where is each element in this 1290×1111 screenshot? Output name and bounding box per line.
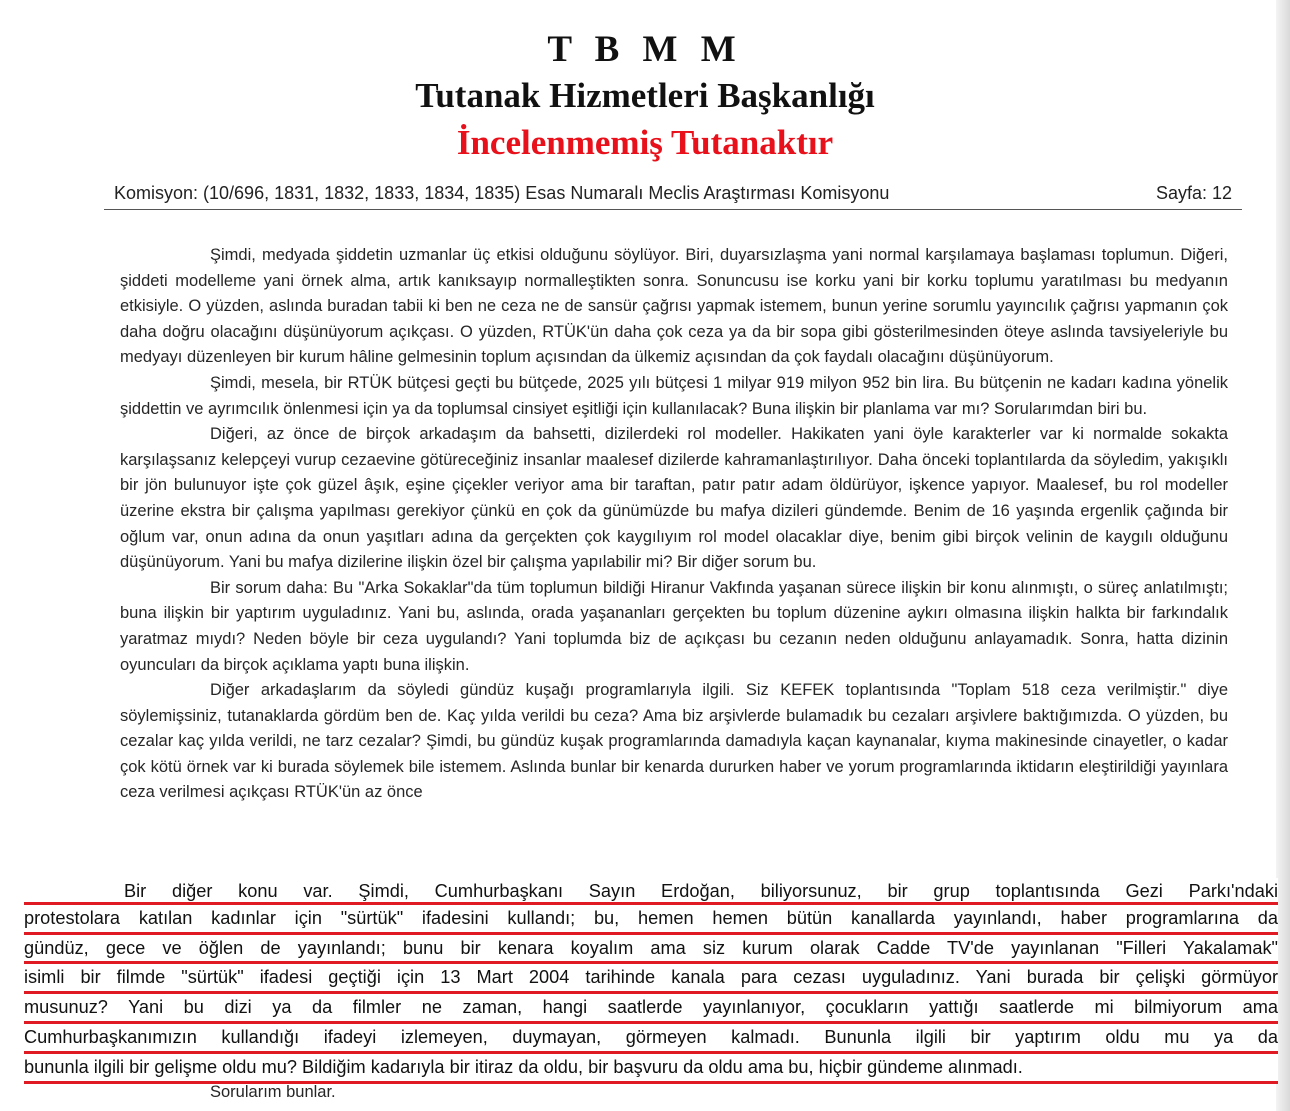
paragraph: Diğeri, az önce de birçok arkadaşım da bahsetti, dizilerdeki rol modeller. Hakikaten yani öyle karakterler var ki normalde sokakta karşılaşsanız kelepçeyi vurup cezaevine götüreceğiniz insanlar maalesef dizilerde kahramanlaştırılıyor. Daha önceki toplantılarda da söyledim, yakışıklı bir jön bulunuyor işte çok güzel âşık, eşine çiçekler veriyor ama bir taraftan, patır patır adam öldürüyor, işkence yapıyor. Maalesef, bu rol modeller üzerine ekstra bir çalışma yapılması gerekiyor çünkü en çok da günümüzde bu mafya dizileri gündemde. Benim de 16 yaşında ergenlik çağında bir oğlum var, onun adına da onun yaşıtları adına da gerçekten çok kaygılıyım rol model olacaklar diye, benim gibi birçok velinin de kaygılı olduğunu düşünüyorum. Yani bu mafya dizilerine ilişkin özel bir çalışma yapılabilir mi? Bir diğer sorum bu. (120, 425, 1228, 572)
highlight-line: protestolara katılan kadınlar için "sürtük" ifadesini kullandı; bu, hemen hemen bütün kanallarda yayınlandı, haber programlarına da (24, 905, 1278, 935)
page-number: Sayfa: 12 (1155, 183, 1232, 203)
highlight-line: Cumhurbaşkanımızın kullandığı ifadeyi izlemeyen, duymayan, görmeyen kalmadı. Bununla ilgili bir yaptırım oldu mu ya da (24, 1024, 1278, 1054)
paragraph: Diğer arkadaşlarım da söyledi gündüz kuşağı programlarıyla ilgili. Siz KEFEK toplantısında "Toplam 518 ceza verilmiştir." diye söylemişsiniz, tutanaklarda gördüm ben de. Kaç yılda verildi bu ceza? Ama biz arşivlerde bulamadık bu cezaları arşivlere baktığımızda. O yüzden, bu cezalar kaç yılda verildi, ne tarz cezalar? Şimdi, bu gündüz kuşak programlarında damadıyla kaçan kaynanalar, kıyma makinesinde cinayetler, o kadar çok kötü örnek var ki burada söylemek bile istemem. Aslında bunlar bir kenarda dururken haber ve yorum programlarında iktidarın eleştirildiği yayınlara ceza verilmesi açıkçası RTÜK'ün az önce (120, 681, 1228, 802)
closing-text: Sorularım bunlar. (210, 1083, 336, 1101)
document-status: İncelenmemiş Tutanaktır (456, 123, 834, 162)
commission-label: Komisyon: (10/696, 1831, 1832, 1833, 1834, 1835) Esas Numaralı Meclis Araştırması Komisyonu (114, 183, 890, 203)
transcript-body (120, 243, 1228, 806)
paragraph: Bir sorum daha: Bu "Arka Sokaklar"da tüm toplumun bildiği Hiranur Vakfında yaşanan sürece ilişkin bir konu alınmıştı, o süreç anlatılmıştı; buna ilişkin bir yaptırım uyguladınız. Yani bu, aslında, orada yaşananları gerçekten bu toplum düzenine aykırı olmasına ilişkin halkta bir farkındalık yaratmaz mıydı? Neden böyle bir ceza uygulandı? Yani toplumda biz de açıkçası bu cezanın neden olduğunu anlayamadık. Sonra, hatta dizinin oyuncuları da birçok açıklama yaptı buna ilişkin. (120, 578, 1228, 674)
commission-line (104, 183, 1242, 210)
highlight-line: bununla ilgili bir gelişme oldu mu? Bildiğim kadarıyla bir itiraz da oldu, bir başvuru da oldu ama bu, hiçbir gündeme alınmadı. (24, 1054, 1278, 1084)
highlight-line: Bir diğer konu var. Şimdi, Cumhurbaşkanı Sayın Erdoğan, biliyorsunuz, bir grup toplantısında Gezi Parkı'ndaki (24, 878, 1278, 905)
document-header (0, 28, 1290, 166)
highlighted-passage (24, 878, 1278, 1084)
page-edge-shadow (1276, 0, 1290, 1111)
highlight-line: gündüz, gece ve öğlen de yayınlandı; bunu bir kenara koyalım ama siz kurum olarak Cadde TV'de yayınlanan "Filleri Yakalamak" (24, 935, 1278, 965)
paragraph: Şimdi, medyada şiddetin uzmanlar üç etkisi olduğunu söylüyor. Biri, duyarsızlaşma yani normal karşılamaya başlaması toplumun. Diğeri, şiddeti modelleme yani örnek alma, artık kanıksayıp normalleştikten sonra. Sonuncusu ise korku yani bir korku toplumu yaratılması bu medyanın etkisiyle. O yüzden, aslında buradan tabii ki ben ne ceza ne de sansür çağrısı yapmak istemem, bunun yerine sorumlu yayıncılık çağrısı yapmanın çok daha doğru olacağını düşünüyorum açıkçası. O yüzden, RTÜK'ün daha çok ceza ya da bir sopa gibi gösterilmesinden öteye aslında tavsiyeleriyle bu medyayı düzenleyen bir kurum hâline gelmesinin toplum açısından da ülkemiz açısından da çok faydalı olacağını düşünüyorum. (120, 246, 1228, 367)
document-title: T B M M (547, 29, 743, 70)
highlight-line: isimli bir filmde "sürtük" ifadesi geçtiği için 13 Mart 2004 tarihinde kanala para cezası uyguladınız. Yani burada bir çelişki görmüyor (24, 964, 1278, 994)
highlight-line: musunuz? Yani bu dizi ya da filmler ne zaman, hangi saatlerde yayınlanıyor, çocukların yattığı saatlerde mi bilmiyorum ama (24, 994, 1278, 1024)
document-subtitle: Tutanak Hizmetleri Başkanlığı (415, 76, 875, 115)
paragraph: Şimdi, mesela, bir RTÜK bütçesi geçti bu bütçede, 2025 yılı bütçesi 1 milyar 919 milyon 952 bin lira. Bu bütçenin ne kadarı kadına yönelik şiddettin ve ayrımcılık önlenmesi için ya da toplumsal cinsiyet eşitliği için kullanılacak? Buna ilişkin bir planlama var mı? Sorularımdan biri bu. (120, 373, 1228, 418)
